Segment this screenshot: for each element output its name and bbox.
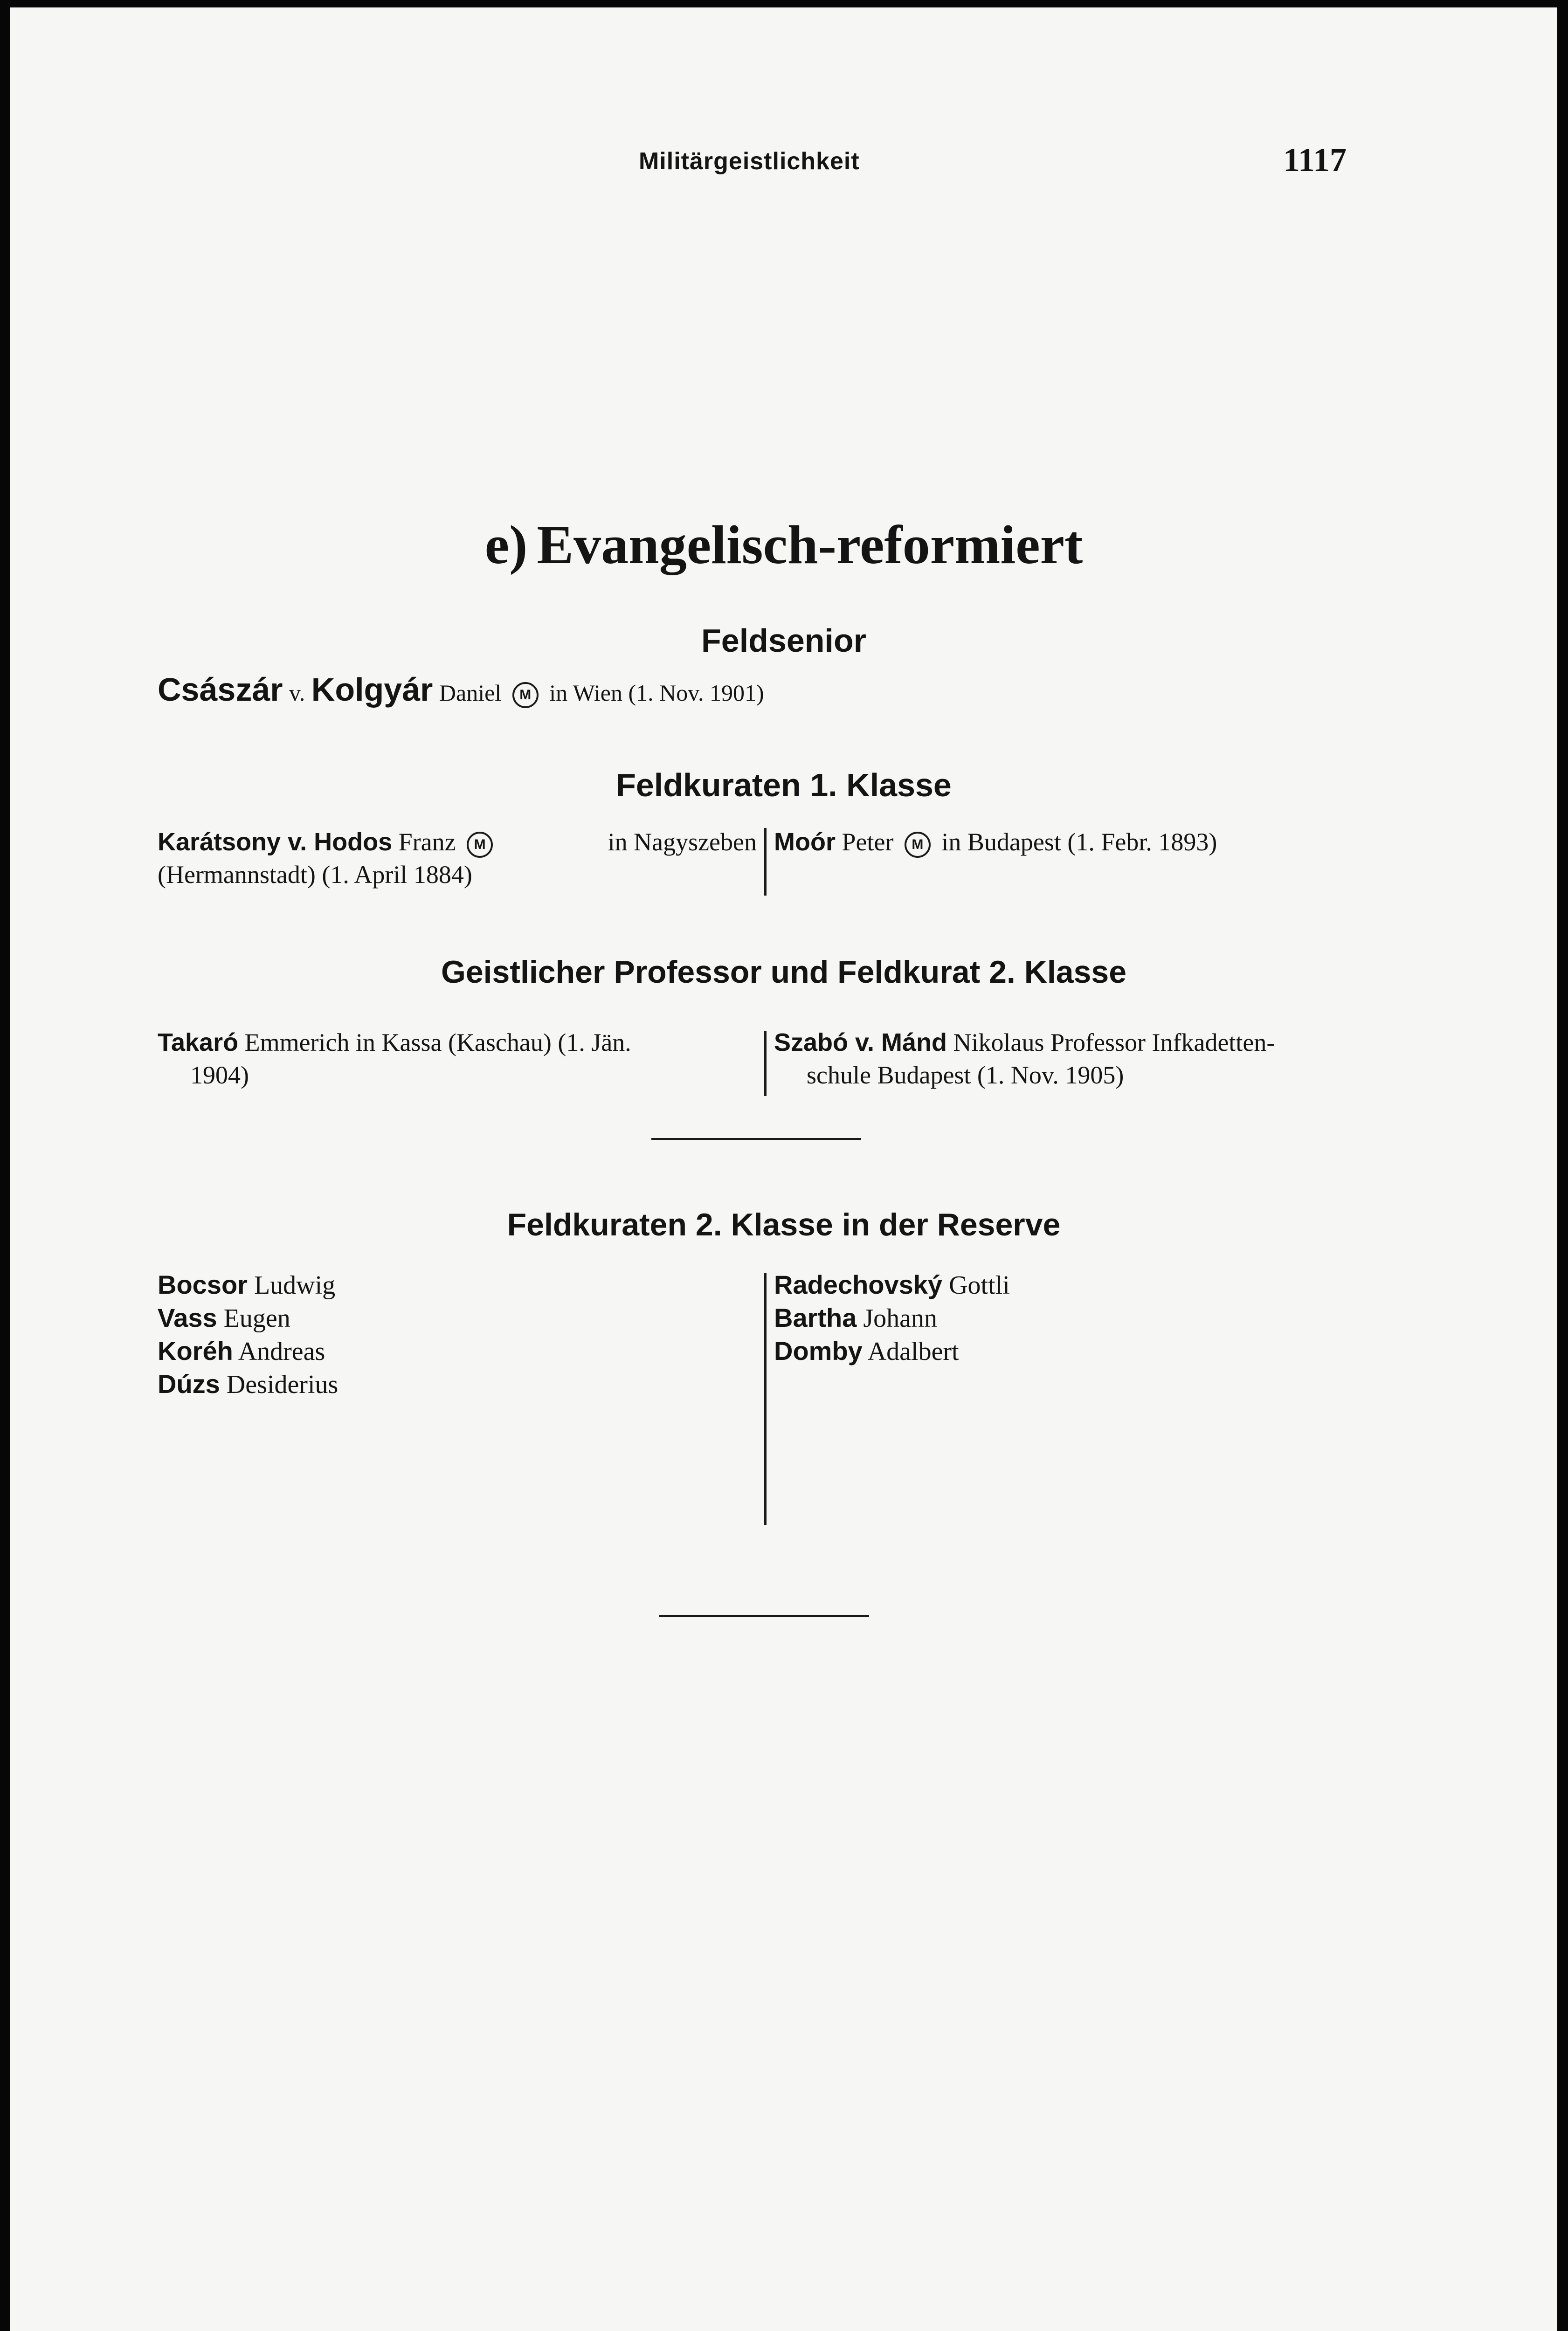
heading-feldsenior: Feldsenior <box>701 622 866 659</box>
entry-line-2: schule Budapest (1. Nov. 1905) <box>807 1061 1124 1089</box>
section-title <box>10 513 1557 577</box>
reserve-left-list <box>158 1269 757 1401</box>
running-head: Militärgeistlichkeit <box>639 148 860 175</box>
merit-symbol-icon: M <box>905 832 931 858</box>
list-item: Koréh Andreas <box>158 1336 325 1366</box>
heading-feldkuraten-1: Feldkuraten 1. Klasse <box>616 767 952 803</box>
column-divider <box>764 1031 767 1096</box>
entry-line-1 <box>774 1026 1275 1059</box>
list-item: Bocsor Ludwig <box>158 1270 336 1300</box>
page-number: 1117 <box>1283 141 1347 179</box>
entry-surname: Szabó v. Mánd <box>774 1028 947 1056</box>
reserve-right-list <box>774 1269 1010 1368</box>
entry-line-1 <box>158 1026 757 1059</box>
senior-particle: v. <box>289 680 305 706</box>
entry-surname: Moór <box>774 828 836 856</box>
column-divider <box>764 1273 767 1525</box>
entry-surname: Karátsony v. Hodos <box>158 828 393 856</box>
entry-line-2: (Hermannstadt) (1. April 1884) <box>158 861 472 889</box>
list-item: Bartha Johann <box>774 1303 938 1333</box>
entry-given: Franz <box>398 828 456 856</box>
list-item: Vass Eugen <box>158 1303 290 1333</box>
section-letter: e) <box>484 514 528 575</box>
section-end-rule <box>659 1615 869 1617</box>
book-page <box>10 7 1557 2331</box>
list-item: Radechovský Gottli <box>774 1270 1010 1300</box>
section-separator-rule <box>651 1138 861 1140</box>
senior-given: Daniel <box>439 680 502 706</box>
entry-rest: in Nagyszeben <box>608 828 757 856</box>
merit-symbol-icon: M <box>512 682 539 708</box>
senior-surname2: Kolgyár <box>311 671 433 708</box>
entry-rest: Nikolaus Professor Infkadetten- <box>953 1028 1275 1056</box>
section-title-text: Evangelisch-reformiert <box>537 514 1083 575</box>
senior-location: in Wien (1. Nov. 1901) <box>549 680 764 706</box>
feldkurat-1-right-entry <box>774 826 1217 858</box>
entry-line-1 <box>158 826 757 858</box>
entry-rest: Emmerich in Kassa (Kaschau) (1. Jän. <box>244 1028 631 1056</box>
entry-surname: Takaró <box>158 1028 239 1056</box>
column-divider <box>764 828 767 896</box>
entry-rest: in Budapest (1. Febr. 1893) <box>941 828 1217 856</box>
geistlicher-right-entry <box>774 1026 1275 1091</box>
heading-geistlicher-professor: Geistlicher Professor und Feldkurat 2. Klasse <box>441 954 1127 990</box>
entry-given: Peter <box>842 828 894 856</box>
merit-symbol-icon: M <box>467 832 493 858</box>
list-item: Domby Adalbert <box>774 1336 959 1366</box>
senior-surname: Császár <box>158 671 283 708</box>
geistlicher-left-entry <box>158 1026 757 1091</box>
list-item: Dúzs Desiderius <box>158 1369 338 1399</box>
entry-line-2: 1904) <box>190 1061 249 1089</box>
heading-reserve: Feldkuraten 2. Klasse in der Reserve <box>507 1207 1061 1242</box>
feldsenior-entry <box>158 673 764 709</box>
feldkurat-1-left-entry <box>158 826 757 891</box>
entry-name-group <box>158 826 497 858</box>
